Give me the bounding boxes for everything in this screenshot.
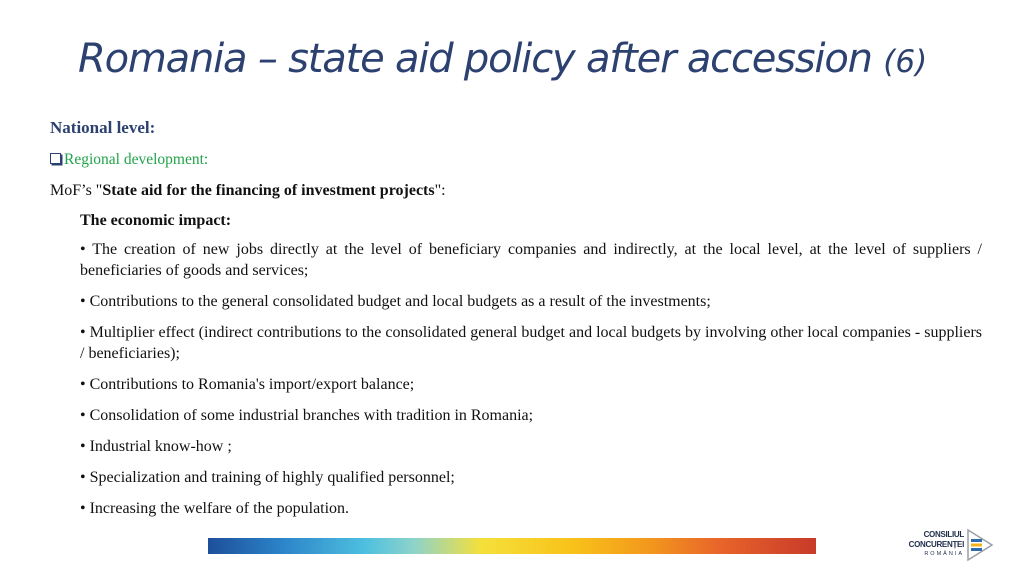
consiliul-concurentei-logo bbox=[910, 526, 994, 566]
mof-scheme-name: State aid for the financing of investment projects bbox=[102, 182, 435, 199]
impact-item: • Specialization and training of highly qualified personnel; bbox=[80, 469, 455, 486]
impact-item: • Multiplier effect (indirect contributions to the consolidated general budget and local budgets by involving other local companies - suppliers / beneficiaries); bbox=[80, 324, 982, 362]
impact-item: • Increasing the welfare of the population. bbox=[80, 500, 350, 517]
impact-item: • Contributions to the general consolidated budget and local budgets as a result of the investments; bbox=[80, 293, 711, 310]
decorative-color-bar bbox=[208, 538, 816, 554]
impact-item: • Industrial know-how ; bbox=[80, 438, 232, 455]
slide-title bbox=[78, 36, 927, 82]
logo-line-3: ROMÂNIA bbox=[924, 551, 964, 557]
economic-impact-heading: The economic impact: bbox=[80, 212, 232, 229]
slide-content bbox=[50, 118, 982, 529]
impact-item: • The creation of new jobs directly at the level of beneficiary companies and indirectly, at the local level, at the level of suppliers / beneficiaries of goods and services; bbox=[80, 241, 982, 279]
logo-arrow-icon bbox=[966, 528, 994, 562]
impact-item: • Contributions to Romania's import/export balance; bbox=[80, 376, 415, 393]
national-level-heading: National level: bbox=[50, 118, 156, 137]
mof-scheme-line bbox=[50, 181, 982, 201]
checkbox-bullet-icon bbox=[50, 153, 61, 164]
slide-title-number: (6) bbox=[883, 44, 928, 80]
regional-development-item bbox=[50, 151, 982, 169]
logo-line-2: CONCURENȚEI bbox=[908, 540, 964, 549]
impact-item: • Consolidation of some industrial branches with tradition in Romania; bbox=[80, 407, 534, 424]
slide-title-text: Romania – state aid policy after accession bbox=[78, 36, 872, 82]
mof-suffix: ": bbox=[434, 182, 446, 199]
impact-list bbox=[80, 239, 982, 519]
regional-development-label: Regional development: bbox=[64, 151, 209, 168]
mof-prefix: MoF’s " bbox=[50, 182, 103, 199]
logo-line-1: CONSILIUL bbox=[923, 530, 964, 539]
